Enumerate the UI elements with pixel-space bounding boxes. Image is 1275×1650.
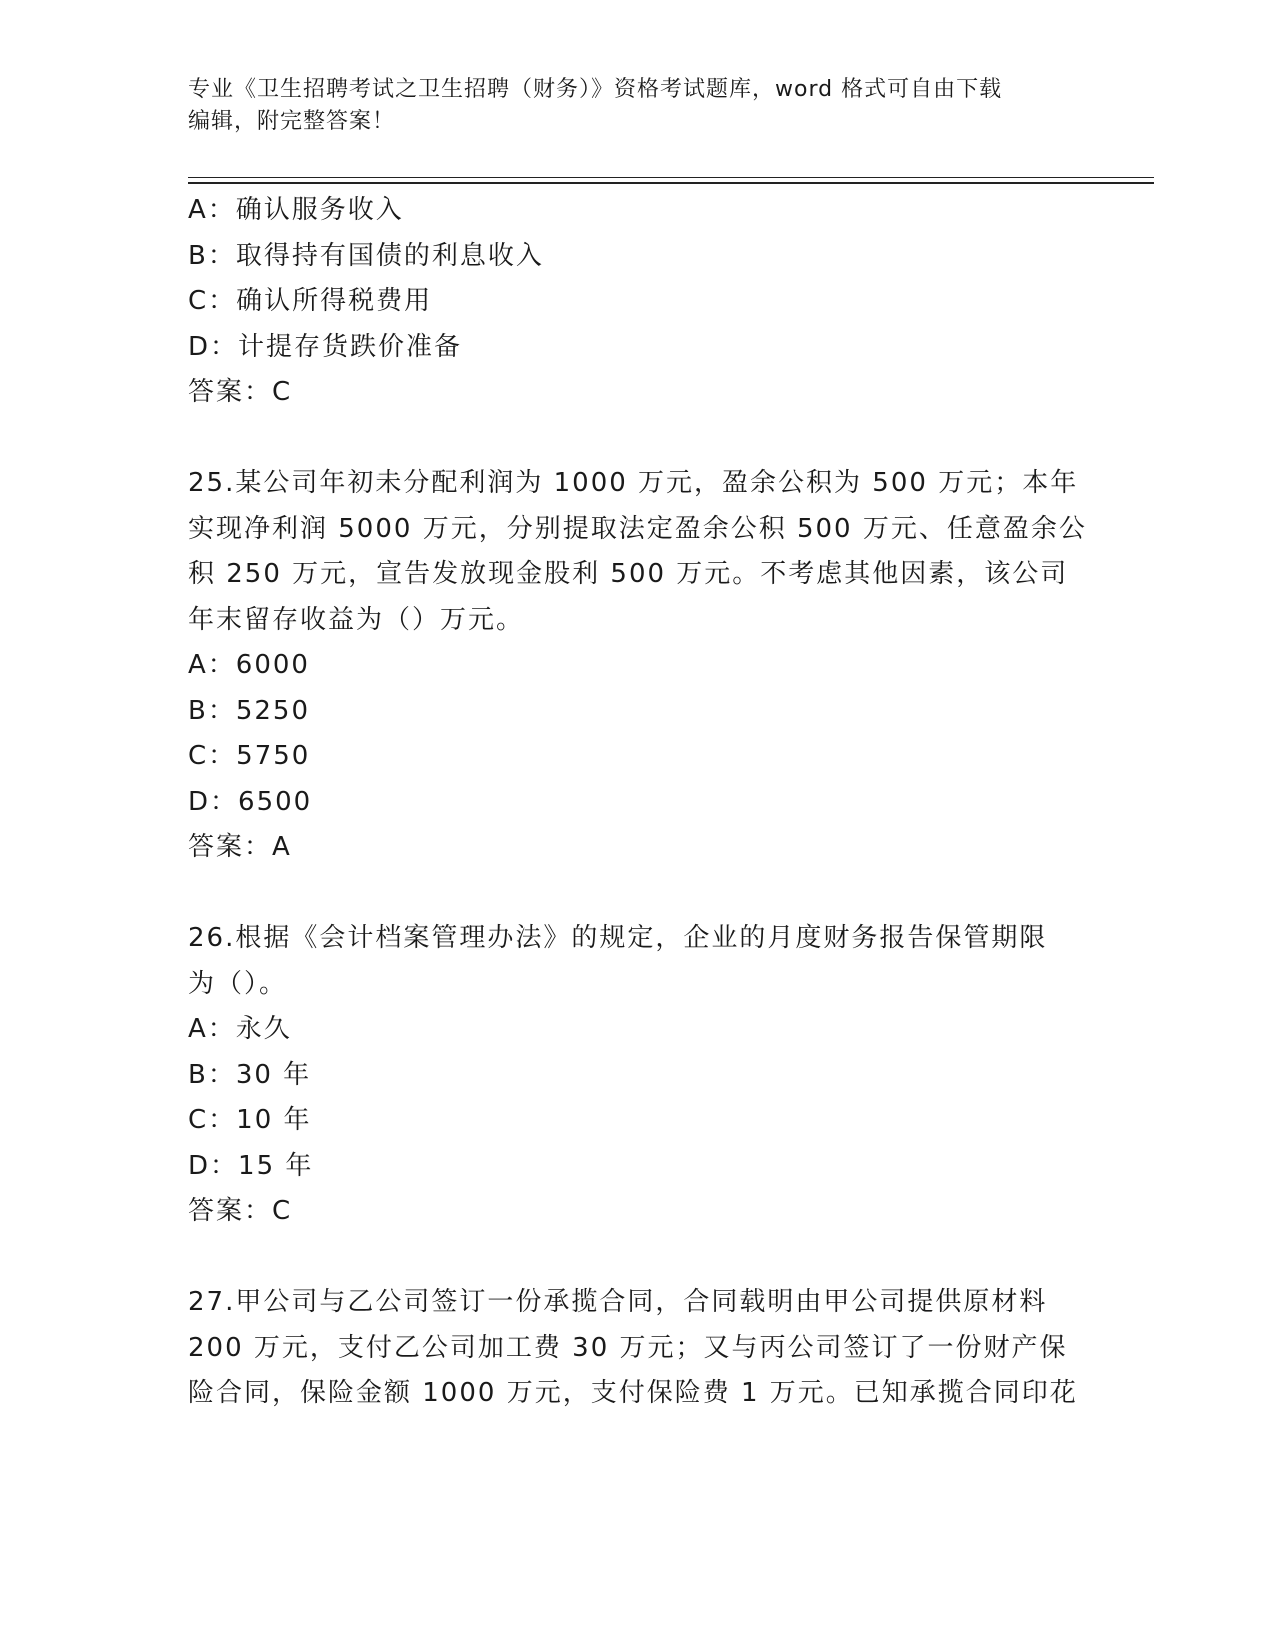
question-27 bbox=[188, 1280, 1088, 1417]
question-stem-line: 27.甲公司与乙公司签订一份承揽合同，合同载明由甲公司提供原材料 bbox=[188, 1287, 1048, 1317]
option-b: B：5250 bbox=[188, 695, 311, 726]
question-stem-line: 积 250 万元，宣告发放现金股利 500 万元。不考虑其他因素，该公司 bbox=[188, 559, 1069, 589]
question-stem-line: 为（）。 bbox=[188, 968, 288, 999]
document-header bbox=[188, 74, 1088, 138]
option-c: C：10 年 bbox=[188, 1105, 312, 1135]
option-c: C：确认所得税费用 bbox=[188, 286, 433, 316]
spacer bbox=[188, 416, 1088, 462]
question-stem-line: 年末留存收益为（）万元。 bbox=[188, 604, 525, 635]
question-list bbox=[188, 188, 1088, 1417]
header-line-1: 专业《卫生招聘考试之卫生招聘（财务）》资格考试题库，word 格式可自由下载 bbox=[188, 77, 1003, 102]
answer: 答案：A bbox=[188, 832, 292, 862]
option-a: A：确认服务收入 bbox=[188, 195, 404, 225]
answer: 答案：C bbox=[188, 1196, 293, 1226]
option-a: A：6000 bbox=[188, 650, 310, 680]
option-b: B：取得持有国债的利息收入 bbox=[188, 240, 544, 271]
question-26 bbox=[188, 916, 1088, 1235]
question-stem-line: 200 万元，支付乙公司加工费 30 万元；又与丙公司签订了一份财产保 bbox=[188, 1332, 1068, 1363]
question-stem-line: 险合同，保险金额 1000 万元，支付保险费 1 万元。已知承揽合同印花 bbox=[188, 1378, 1078, 1408]
header-line-2: 编辑，附完整答案！ bbox=[188, 109, 396, 134]
option-d: D：15 年 bbox=[188, 1150, 314, 1181]
option-c: C：5750 bbox=[188, 741, 311, 771]
spacer bbox=[188, 871, 1088, 917]
answer: 答案：C bbox=[188, 377, 293, 407]
question-stem-line: 25.某公司年初未分配利润为 1000 万元，盈余公积为 500 万元；本年 bbox=[188, 468, 1079, 498]
option-d: D：6500 bbox=[188, 786, 313, 817]
question-25 bbox=[188, 461, 1088, 871]
question-24 bbox=[188, 188, 1088, 416]
option-d: D：计提存货跌价准备 bbox=[188, 331, 463, 362]
header-divider-thin bbox=[188, 177, 1154, 178]
question-stem-line: 实现净利润 5000 万元，分别提取法定盈余公积 500 万元、任意盈余公 bbox=[188, 513, 1087, 544]
option-a: A：永久 bbox=[188, 1014, 292, 1044]
header-divider-thick bbox=[188, 182, 1154, 184]
option-b: B：30 年 bbox=[188, 1059, 312, 1090]
spacer bbox=[188, 1235, 1088, 1281]
question-stem-line: 26.根据《会计档案管理办法》的规定，企业的月度财务报告保管期限 bbox=[188, 923, 1048, 953]
